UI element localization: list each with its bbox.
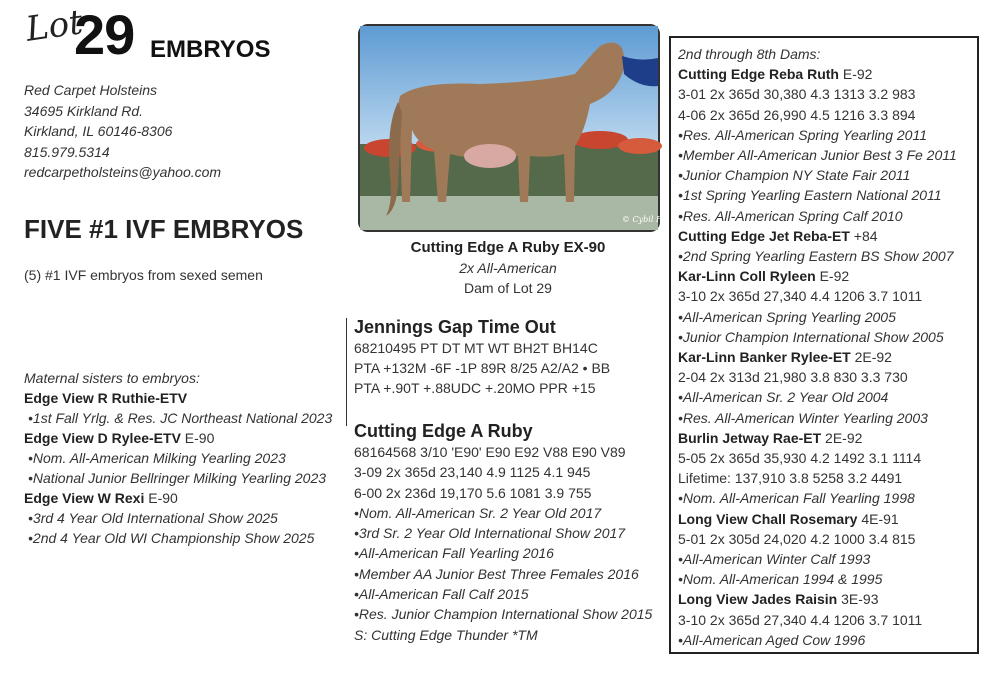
headline: FIVE #1 IVF EMBRYOS bbox=[24, 214, 304, 244]
sister-name: Edge View R Ruthie-ETV bbox=[24, 390, 188, 406]
caption-line1: 2x All-American bbox=[459, 260, 557, 276]
dam-entry-note: •2nd Spring Yearling Eastern BS Show 2007 bbox=[678, 248, 954, 265]
dam-entry-record: 3-10 2x 365d 27,340 4.4 1206 3.7 1011 bbox=[678, 611, 923, 628]
dam-entry-note: •Res. All-American Spring Calf 2010 bbox=[678, 207, 903, 224]
sister-note: •3rd 4 Year Old International Show 2025 bbox=[28, 510, 278, 526]
dam-entry-note: •All-American Aged Cow 1996 bbox=[678, 631, 866, 648]
dam-entry-note: •Member All-American Junior Best 3 Fe 2011 bbox=[678, 147, 957, 164]
dam-note: •3rd Sr. 2 Year Old International Show 2017 bbox=[354, 525, 626, 542]
dam-entry-title: Cutting Edge Jet Reba-ET bbox=[678, 227, 850, 244]
dam-line: 68164568 3/10 'E90' E90 E92 V88 E90 V89 bbox=[354, 444, 626, 460]
dam-entry-note: •All-American Spring Yearling 2005 bbox=[678, 308, 896, 325]
dam-entry-score: 2E-92 bbox=[850, 349, 892, 366]
dam-entry-name bbox=[678, 64, 957, 84]
photo-caption bbox=[358, 238, 658, 298]
contact-email[interactable]: redcarpetholsteins@yahoo.com bbox=[24, 164, 222, 180]
sire-line: 68210495 PT DT MT WT BH2T BH14C bbox=[354, 340, 598, 356]
dam-line: 3-09 2x 365d 23,140 4.9 1125 4.1 945 bbox=[354, 464, 591, 481]
dam-note: •Member AA Junior Best Three Females 2016 bbox=[354, 565, 639, 582]
sister-note: •Nom. All-American Milking Yearling 2023 bbox=[28, 450, 286, 466]
cow-illustration bbox=[360, 26, 682, 230]
dam-entry-note: •Junior Champion NY State Fair 2011 bbox=[678, 167, 911, 184]
dam-entry-record: 2-04 2x 313d 21,980 3.8 830 3.3 730 bbox=[678, 369, 908, 386]
dam-entry-name bbox=[678, 347, 957, 367]
sire-name: Jennings Gap Time Out bbox=[354, 317, 556, 337]
dam-entry-note: •All-American Sr. 2 Year Old 2004 bbox=[678, 389, 889, 406]
cow-photo bbox=[358, 24, 682, 232]
dam-name: Cutting Edge A Ruby bbox=[354, 421, 533, 441]
dam-entry-name bbox=[678, 589, 957, 609]
dam-entry-record: Lifetime: 137,910 3.8 5258 3.2 4491 bbox=[678, 470, 903, 487]
dam-entry-title: Kar-Linn Coll Ryleen bbox=[678, 268, 816, 285]
dam-entry-name bbox=[678, 226, 957, 246]
dam-entry-score: 3E-93 bbox=[837, 591, 879, 608]
sister-score: E-90 bbox=[180, 430, 215, 446]
sire-block bbox=[354, 316, 610, 398]
dam-entry-note: •1st Spring Yearling Eastern National 2011 bbox=[678, 187, 942, 204]
contact-name: Red Carpet Holsteins bbox=[24, 82, 158, 98]
sister-name: Edge View W Rexi bbox=[24, 490, 145, 506]
contact-phone[interactable]: 815.979.5314 bbox=[24, 143, 110, 160]
dam-entry-score: +84 bbox=[849, 227, 878, 244]
sire-line: PTA +.90T +.88UDC +.20MO PPR +15 bbox=[354, 380, 596, 396]
dam-entry-record: 3-01 2x 365d 30,380 4.3 1313 3.2 983 bbox=[678, 86, 916, 103]
sister-note: •National Junior Bellringer Milking Yearling 2023 bbox=[28, 470, 327, 486]
dam-entry-note: •Nom. All-American 1994 & 1995 bbox=[678, 571, 883, 588]
dam-entry-score: 4E-91 bbox=[857, 510, 899, 527]
dam-entry-title: Burlin Jetway Rae-ET bbox=[678, 429, 822, 446]
lot-label: EMBRYOS bbox=[150, 36, 271, 63]
sister-name-row bbox=[24, 428, 332, 448]
dam-entry-record: 4-06 2x 365d 26,990 4.5 1216 3.3 894 bbox=[678, 106, 916, 123]
dam-entry-name bbox=[678, 509, 957, 529]
dam-note: •All-American Fall Yearling 2016 bbox=[354, 545, 554, 562]
dam-entry-note: •Junior Champion International Show 2005 bbox=[678, 328, 944, 345]
sister-score: E-90 bbox=[144, 490, 178, 506]
contact-block bbox=[24, 80, 221, 183]
caption-line2: Dam of Lot 29 bbox=[464, 280, 552, 296]
lot-number: 29 bbox=[74, 3, 135, 66]
sisters-intro: Maternal sisters to embryos: bbox=[24, 370, 200, 386]
photo-watermark: © Cybil Fisher bbox=[622, 215, 682, 224]
dam-block bbox=[354, 420, 652, 645]
subline: (5) #1 IVF embryos from sexed semen bbox=[24, 267, 263, 283]
dam-note: •All-American Fall Calf 2015 bbox=[354, 586, 529, 603]
dam-entry-record: 5-01 2x 305d 24,020 4.2 1000 3.4 815 bbox=[678, 530, 916, 547]
dams-title: 2nd through 8th Dams: bbox=[678, 46, 821, 62]
dam-entry-note: •Res. All-American Winter Yearling 2003 bbox=[678, 409, 928, 426]
dam-entry-title: Cutting Edge Reba Ruth bbox=[678, 66, 839, 83]
dam-entry-note: •All-American Winter Calf 1993 bbox=[678, 551, 871, 568]
maternal-sisters bbox=[24, 368, 332, 548]
contact-city: Kirkland, IL 60146-8306 bbox=[24, 123, 173, 139]
dam-entry-record: 5-05 2x 365d 35,930 4.2 1492 3.1 1114 bbox=[678, 450, 922, 467]
dam-entry-title: Kar-Linn Banker Rylee-ET bbox=[678, 349, 851, 366]
caption-title: Cutting Edge A Ruby EX-90 bbox=[410, 239, 606, 256]
dams-list bbox=[678, 44, 957, 650]
dam-entry-score: 2E-92 bbox=[821, 429, 863, 446]
dam-note: •Res. Junior Champion International Show 2015 bbox=[354, 606, 653, 623]
dam-entry-record: 3-10 2x 365d 27,340 4.4 1206 3.7 1011 bbox=[678, 288, 923, 305]
sister-name: Edge View D Rylee-ETV bbox=[24, 430, 181, 446]
dam-sire-note: S: Cutting Edge Thunder *TM bbox=[354, 626, 538, 643]
sire-line: PTA +132M -6F -1P 89R 8/25 A2/A2 • BB bbox=[354, 360, 611, 376]
dam-line: 6-00 2x 236d 19,170 5.6 1081 3.9 755 bbox=[354, 484, 592, 501]
dam-entry-title: Long View Chall Rosemary bbox=[678, 510, 858, 527]
dam-entry-name bbox=[678, 266, 957, 286]
dam-note: •Nom. All-American Sr. 2 Year Old 2017 bbox=[354, 504, 602, 521]
sister-note: •1st Fall Yrlg. & Res. JC Northeast National 2023 bbox=[28, 410, 333, 426]
sister-note: •2nd 4 Year Old WI Championship Show 2025 bbox=[28, 530, 315, 546]
dam-entry-title: Long View Jades Raisin bbox=[678, 591, 838, 608]
sister-name-row bbox=[24, 488, 332, 508]
dam-entry-note: •Res. All-American Spring Yearling 2011 bbox=[678, 126, 927, 143]
dam-entry-score: E-92 bbox=[815, 268, 850, 285]
dam-entry-score: E-92 bbox=[839, 66, 873, 83]
contact-street: 34695 Kirkland Rd. bbox=[24, 102, 144, 119]
sister-name-row bbox=[24, 388, 332, 408]
lot-word: Lot bbox=[23, 2, 86, 50]
dam-entry-name bbox=[678, 428, 957, 448]
dam-entry-note: •Nom. All-American Fall Yearling 1998 bbox=[678, 490, 915, 507]
